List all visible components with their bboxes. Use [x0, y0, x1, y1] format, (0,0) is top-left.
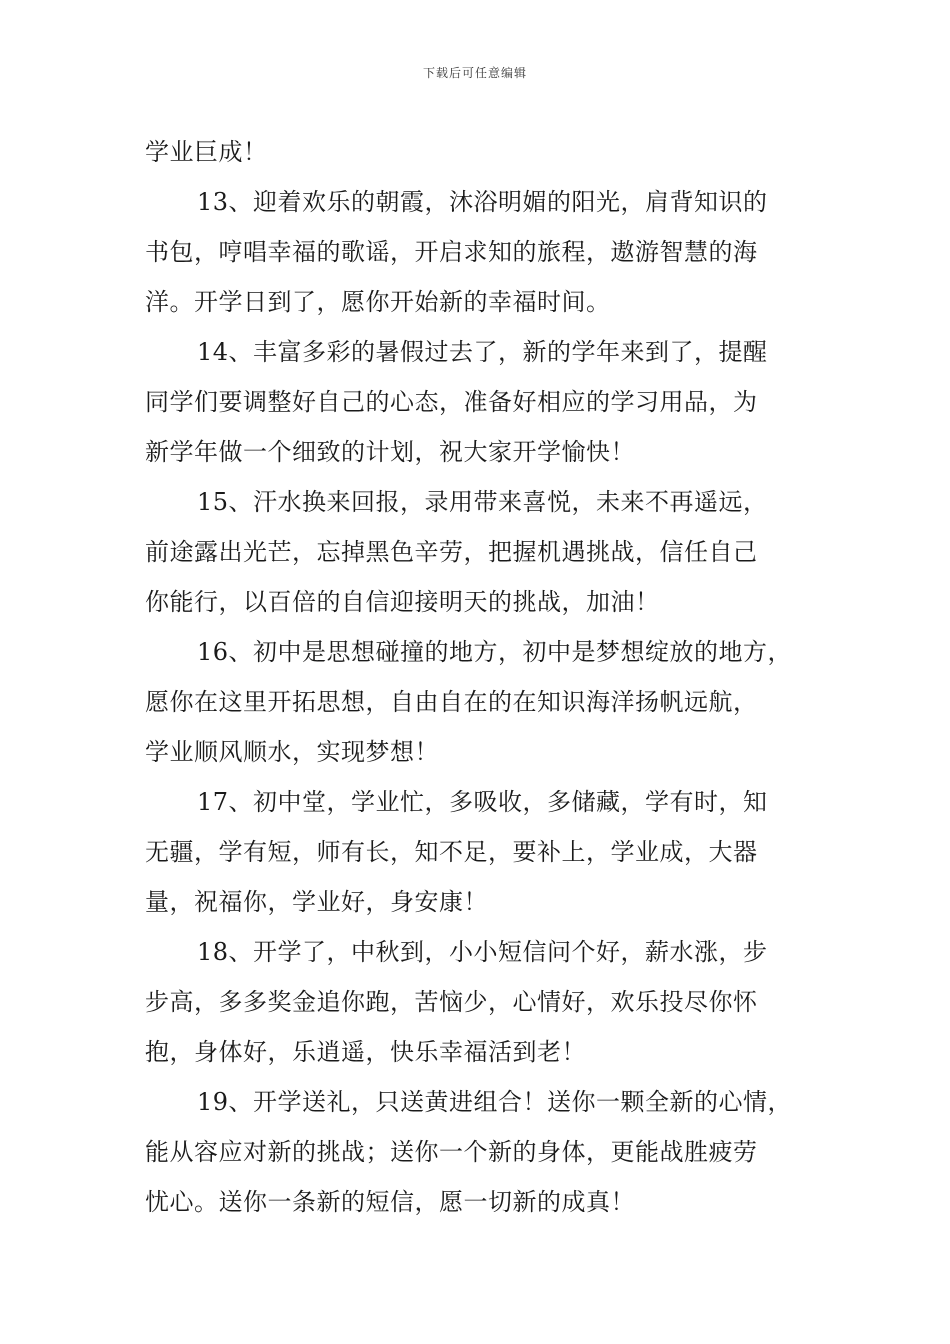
- document-body: [145, 127, 835, 1227]
- text-line: 16、初中是思想碰撞的地方，初中是梦想绽放的地方，: [197, 638, 793, 666]
- text-line: 抱，身体好，乐逍遥，快乐幸福活到老！: [145, 1038, 586, 1066]
- text-line: 无疆，学有短，师有长，知不足，要补上，学业成，大器: [145, 838, 758, 866]
- text-line: 19、开学送礼，只送黄进组合！送你一颗全新的心情，: [197, 1088, 793, 1116]
- paragraph-16: [145, 627, 835, 777]
- text-line: 同学们要调整好自己的心态，准备好相应的学习用品，为: [145, 388, 758, 416]
- text-line: 14、丰富多彩的暑假过去了，新的学年来到了，提醒: [197, 338, 768, 366]
- text-line: 你能行，以百倍的自信迎接明天的挑战，加油！: [145, 588, 660, 616]
- paragraph-15: [145, 477, 835, 627]
- text-line: 18、开学了，中秋到，小小短信问个好，薪水涨，步: [197, 938, 768, 966]
- page-header: 下载后可任意编辑: [422, 66, 527, 80]
- text-line: 量，祝福你，学业好，身安康！: [145, 888, 488, 916]
- text-line: 洋。开学日到了，愿你开始新的幸福时间。: [145, 288, 611, 316]
- text-line: 能从容应对新的挑战；送你一个新的身体，更能战胜疲劳: [145, 1138, 758, 1166]
- text-line: 学业顺风顺水，实现梦想！: [145, 738, 439, 766]
- text-line: 步高，多多奖金追你跑，苦恼少，心情好，欢乐投尽你怀: [145, 988, 758, 1016]
- text-line: 13、迎着欢乐的朝霞，沐浴明媚的阳光，肩背知识的: [197, 188, 768, 216]
- text-line: 新学年做一个细致的计划，祝大家开学愉快！: [145, 438, 635, 466]
- text-line: 15、汗水换来回报，录用带来喜悦，未来不再遥远，: [197, 488, 768, 516]
- paragraph-19: [145, 1077, 835, 1227]
- paragraph-18: [145, 927, 835, 1077]
- text-line: 书包，哼唱幸福的歌谣，开启求知的旅程，遨游智慧的海: [145, 238, 758, 266]
- paragraph-continuation: [145, 127, 835, 177]
- paragraph-13: [145, 177, 835, 327]
- text-line: 愿你在这里开拓思想，自由自在的在知识海洋扬帆远航，: [145, 688, 758, 716]
- text-line: 前途露出光芒，忘掉黑色辛劳，把握机遇挑战，信任自己: [145, 538, 758, 566]
- text-line: 学业巨成！: [145, 138, 268, 166]
- text-line: 忧心。送你一条新的短信，愿一切新的成真！: [145, 1188, 635, 1216]
- text-line: 17、初中堂，学业忙，多吸收，多储藏，学有时，知: [197, 788, 768, 816]
- paragraph-17: [145, 777, 835, 927]
- paragraph-14: [145, 327, 835, 477]
